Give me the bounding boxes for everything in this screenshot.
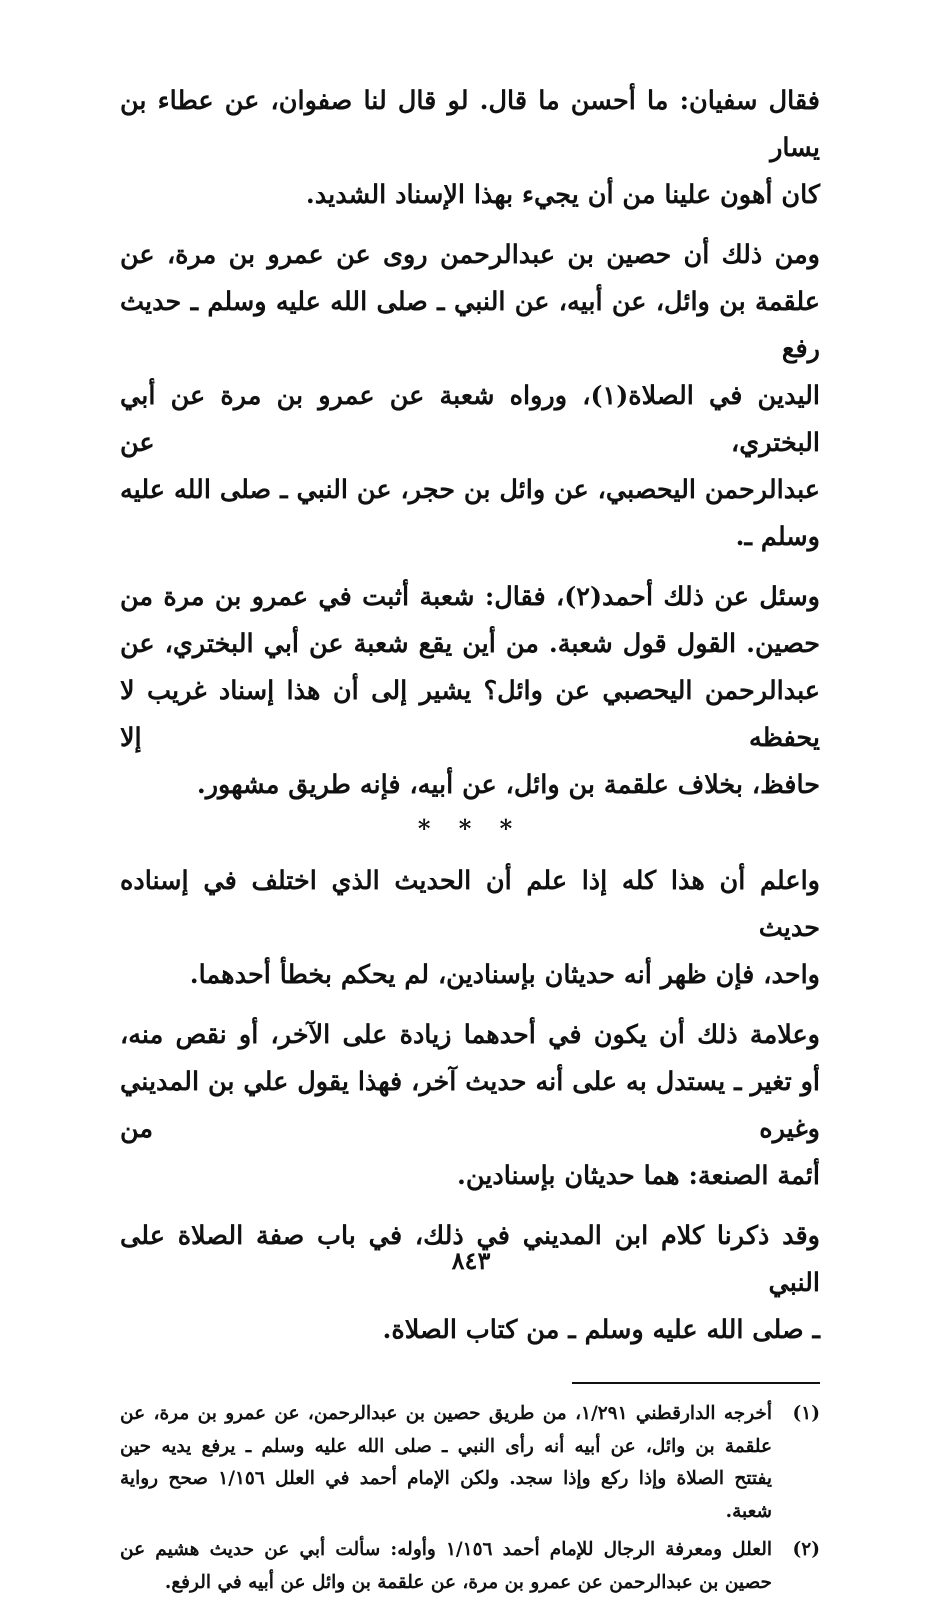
text-line: وقد ذكرنا كلام ابن المديني في ذلك، في باب صفة الصلاة على النبي	[120, 1213, 820, 1307]
main-text-top	[120, 78, 820, 809]
text-line: حصين. القول قول شعبة. من أين يقع شعبة عن أبي البختري، عن	[120, 621, 820, 668]
text-line: علقمة بن وائل، عن أبيه، عن النبي ـ صلى الله عليه وسلم ـ حديث رفع	[120, 279, 820, 373]
footnote-number: (٢)	[772, 1534, 820, 1599]
text-line: أئمة الصنعة: هما حديثان بإسنادين.	[120, 1153, 820, 1200]
page-number: ٨٤٣	[0, 1246, 942, 1275]
paragraph	[120, 78, 820, 219]
text-line: كان أهون علينا من أن يجيء بهذا الإسناد الشديد.	[120, 172, 820, 219]
footnote-line: علقمة بن وائل، عن أبيه أنه رأى النبي ـ صلى الله عليه وسلم ـ يرفع يديه حين	[120, 1431, 772, 1464]
text-line: واعلم أن هذا كله إذا علم أن الحديث الذي اختلف في إسناده حديث	[120, 858, 820, 952]
text-line: وسلم ـ.	[120, 514, 820, 561]
main-text-bottom	[120, 858, 820, 1354]
paragraph	[120, 574, 820, 809]
footnote-divider	[572, 1382, 820, 1384]
footnote-line: حصين بن عبدالرحمن عن عمرو بن مرة، عن علقمة بن وائل عن أبيه في الرفع.	[120, 1567, 772, 1599]
text-line: ـ صلى الله عليه وسلم ـ من كتاب الصلاة.	[120, 1307, 820, 1354]
footnote	[120, 1534, 820, 1599]
footnote	[120, 1398, 820, 1528]
text-line: حافظ، بخلاف علقمة بن وائل، عن أبيه، فإنه طريق مشهور.	[120, 762, 820, 809]
text-line: عبدالرحمن اليحصبي، عن وائل بن حجر، عن النبي ـ صلى الله عليه	[120, 467, 820, 514]
footnote-line: يفتتح الصلاة وإذا ركع وإذا سجد. ولكن الإمام أحمد في العلل ١/١٥٦ صحح رواية	[120, 1463, 772, 1496]
text-line: ومن ذلك أن حصين بن عبدالرحمن روى عن عمرو بن مرة، عن	[120, 232, 820, 279]
section-separator: * * *	[120, 816, 820, 842]
footnote-text	[120, 1398, 772, 1528]
text-line: فقال سفيان: ما أحسن ما قال. لو قال لنا صفوان، عن عطاء بن يسار	[120, 78, 820, 172]
paragraph	[120, 1012, 820, 1200]
footnote-number: (١)	[772, 1398, 820, 1528]
footnote-line: شعبة.	[120, 1496, 772, 1529]
text-line: واحد، فإن ظهر أنه حديثان بإسنادين، لم يحكم بخطأ أحدهما.	[120, 952, 820, 999]
text-line: اليدين في الصلاة(١)، ورواه شعبة عن عمرو بن مرة عن أبي البختري، عن	[120, 373, 820, 467]
paragraph	[120, 1213, 820, 1354]
text-line: عبدالرحمن اليحصبي عن وائل؟ يشير إلى أن هذا إسناد غريب لا يحفظه إلا	[120, 668, 820, 762]
text-line: وعلامة ذلك أن يكون في أحدهما زيادة على الآخر، أو نقص منه،	[120, 1012, 820, 1059]
footnote-text	[120, 1534, 772, 1599]
footnotes	[120, 1398, 820, 1599]
paragraph	[120, 232, 820, 561]
text-line: أو تغير ـ يستدل به على أنه حديث آخر، فهذا يقول علي بن المديني وغيره من	[120, 1059, 820, 1153]
text-line: وسئل عن ذلك أحمد(٢)، فقال: شعبة أثبت في عمرو بن مرة من	[120, 574, 820, 621]
paragraph	[120, 858, 820, 999]
footnote-line: العلل ومعرفة الرجال للإمام أحمد ١/١٥٦ وأوله: سألت أبي عن حديث هشيم عن	[120, 1534, 772, 1567]
footnote-line: أخرجه الدارقطني ١/٢٩١، من طريق حصين بن عبدالرحمن، عن عمرو بن مرة، عن	[120, 1398, 772, 1431]
